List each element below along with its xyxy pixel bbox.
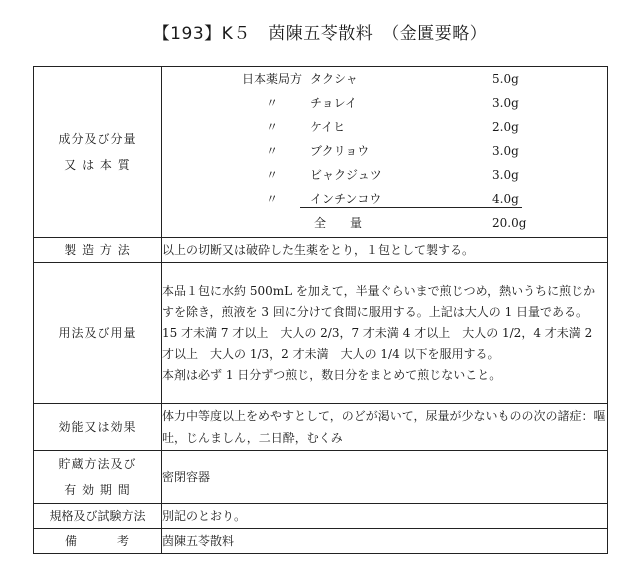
remarks-label: 備 考 <box>34 529 162 554</box>
ingredient-source: 〃 <box>265 144 278 158</box>
ingredient-name: ケイヒ <box>310 120 346 134</box>
ingredient-source: 〃 <box>265 120 278 134</box>
ingredient-amount: 5.0g <box>492 72 519 86</box>
efficacy-row <box>34 404 608 451</box>
composition-label-line2: 又 は 本 質 <box>64 158 131 172</box>
storage-label-line2: 有 効 期 間 <box>64 483 131 497</box>
dosage-label: 用法及び用量 <box>34 263 162 404</box>
composition-content <box>162 67 608 238</box>
page-title: 【193】K５ 茵陳五苓散料 （金匱要略） <box>152 24 488 44</box>
ingredient-row <box>162 115 582 139</box>
storage-label-line1: 貯蔵方法及び <box>58 457 137 471</box>
ingredient-row <box>162 67 582 91</box>
dosage-paragraph: 15 才未満 7 才以上 大人の 2/3，7 才未満 4 才以上 大人の 1/2，4 才未満 2 才以上 大人の 1/3，2 才未満 大人の 1/4 以下を服用する。 <box>162 325 593 361</box>
composition-label-line1: 成分及び分量 <box>58 132 137 146</box>
total-label: 全 量 <box>314 216 363 230</box>
manufacturing-text: 以上の切断又は破砕した生薬をとり，１包として製する。 <box>162 238 608 263</box>
ingredient-name: ビャクジュツ <box>310 168 382 182</box>
ingredient-source: 〃 <box>265 192 278 206</box>
total-divider <box>300 207 522 208</box>
manufacturing-row <box>34 238 608 263</box>
storage-label <box>34 451 162 504</box>
storage-row <box>34 451 608 504</box>
dosage-content <box>162 263 608 404</box>
ingredient-amount: 4.0g <box>492 192 519 206</box>
ingredient-amount: 2.0g <box>492 120 519 134</box>
ingredient-row <box>162 163 582 187</box>
efficacy-label: 効能又は効果 <box>34 404 162 451</box>
storage-text: 密閉容器 <box>162 451 608 504</box>
ingredient-amount: 3.0g <box>492 144 519 158</box>
remarks-text: 茵陳五苓散料 <box>162 529 608 554</box>
specs-label: 規格及び試験方法 <box>34 504 162 529</box>
composition-label <box>34 67 162 238</box>
remarks-row <box>34 529 608 554</box>
ingredient-name: インチンコウ <box>310 192 382 206</box>
dosage-row <box>34 263 608 404</box>
ingredient-source: 〃 <box>265 168 278 182</box>
ingredient-row <box>162 139 582 163</box>
ingredient-name: チョレイ <box>310 96 358 110</box>
ingredient-source: 〃 <box>265 96 278 110</box>
total-amount: 20.0g <box>492 216 527 230</box>
specs-row <box>34 504 608 529</box>
ingredient-source: 日本薬局方 <box>241 72 302 86</box>
ingredient-name: ブクリョウ <box>310 144 370 158</box>
ingredient-name: タクシャ <box>310 72 358 86</box>
composition-row <box>34 67 608 238</box>
ingredient-row <box>162 91 582 115</box>
specs-text: 別記のとおり。 <box>162 504 608 529</box>
ingredient-list <box>162 67 607 237</box>
manufacturing-label: 製 造 方 法 <box>34 238 162 263</box>
ingredient-amount: 3.0g <box>492 168 519 182</box>
monograph-table <box>33 66 608 554</box>
ingredient-amount: 3.0g <box>492 96 519 110</box>
dosage-paragraph: 本剤は必ず 1 日分ずつ煎じ，数日分をまとめて煎じないこと。 <box>162 367 502 382</box>
efficacy-text: 体力中等度以上をめやすとして，のどが渇いて，尿量が少ないものの次の諸症：嘔吐，じんましん，二日酔，むくみ <box>162 404 608 451</box>
total-row <box>162 211 582 235</box>
dosage-paragraph: 本品１包に水約 500mL を加えて，半量ぐらいまで煎じつめ，熱いうちに煎じかすを除き，煎液を 3 回に分けて食間に服用する。上記は大人の 1 日量である。 <box>162 283 596 319</box>
